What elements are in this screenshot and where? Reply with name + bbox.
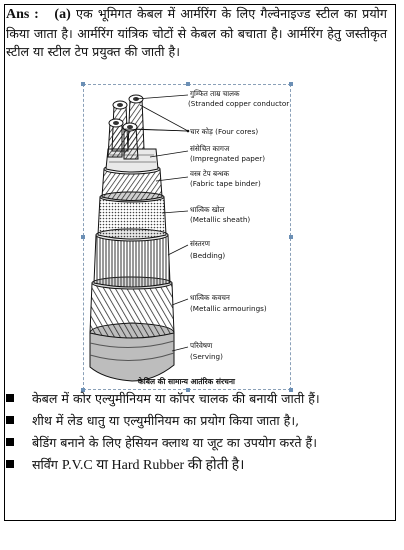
bullet-item: बेडिंग बनाने के लिए हेसियन क्लाथ या जूट का उपयोग करते हैं। [4, 434, 388, 451]
label-sheath-hi: धात्विक खोल [190, 205, 225, 214]
label-bedding-en: (Bedding) [190, 251, 226, 260]
label-bedding-hi: संस्तरण [190, 239, 210, 248]
label-stranded-en: (Stranded copper conductor) [188, 99, 290, 108]
label-serving-hi: परिवेषण [190, 341, 213, 350]
label-sheath-en: (Metallic sheath) [190, 215, 251, 224]
label-armour-hi: धात्विक कवचन [190, 293, 230, 302]
figure-caption: केबिल की सामान्य आतंरिक संरचना [138, 377, 235, 386]
label-paper-en: (Impregnated paper) [190, 154, 266, 163]
label-armour-en: (Metallic armourings) [190, 304, 267, 313]
ans-label: Ans : [6, 7, 39, 22]
bullet-item: केबल में कोर एल्युमीनियम या कॉपर चालक की बनायी जाती हैं। [4, 390, 388, 407]
label-paper-hi: संसेचित कागज [190, 144, 230, 153]
square-bullet-icon [6, 438, 14, 446]
bullet-item: सर्विंग P.V.C या Hard Rubber की होती है। [4, 456, 388, 474]
bullet-list [4, 390, 388, 479]
cable-diagram [84, 85, 290, 389]
cores [108, 95, 144, 159]
square-bullet-icon [6, 460, 14, 468]
square-bullet-icon [6, 416, 14, 424]
label-cores: चार कोड़ (Four cores) [190, 127, 259, 136]
intro-text: एक भूमिगत केबल में आर्मरिंग के लिए गैल्वेनाइज्ड स्टील का प्रयोग किया जाता है। आर्मरिंग यांत्रिक चोटों से केबल को बचाता है। आर्मरिंग हेतु जस्तीकृत स्टील या स्टील टेप प्रयुक्त की जाती है। [6, 6, 388, 59]
answer-intro [6, 5, 387, 62]
label-serving-en: (Serving) [190, 352, 223, 361]
part-label: (a) [54, 7, 71, 22]
label-tape-hi: वस्त्र टेप बन्धक [190, 169, 230, 178]
cable-figure [83, 84, 291, 390]
label-stranded-hi: गुम्फित ताम्र चालक [190, 89, 240, 98]
label-tape-en: (Fabric tape binder) [190, 179, 261, 188]
bullet-item: शीथ में लेड धातु या एल्युमीनियम का प्रयोग किया जाता है।, [4, 412, 388, 429]
square-bullet-icon [6, 394, 14, 402]
